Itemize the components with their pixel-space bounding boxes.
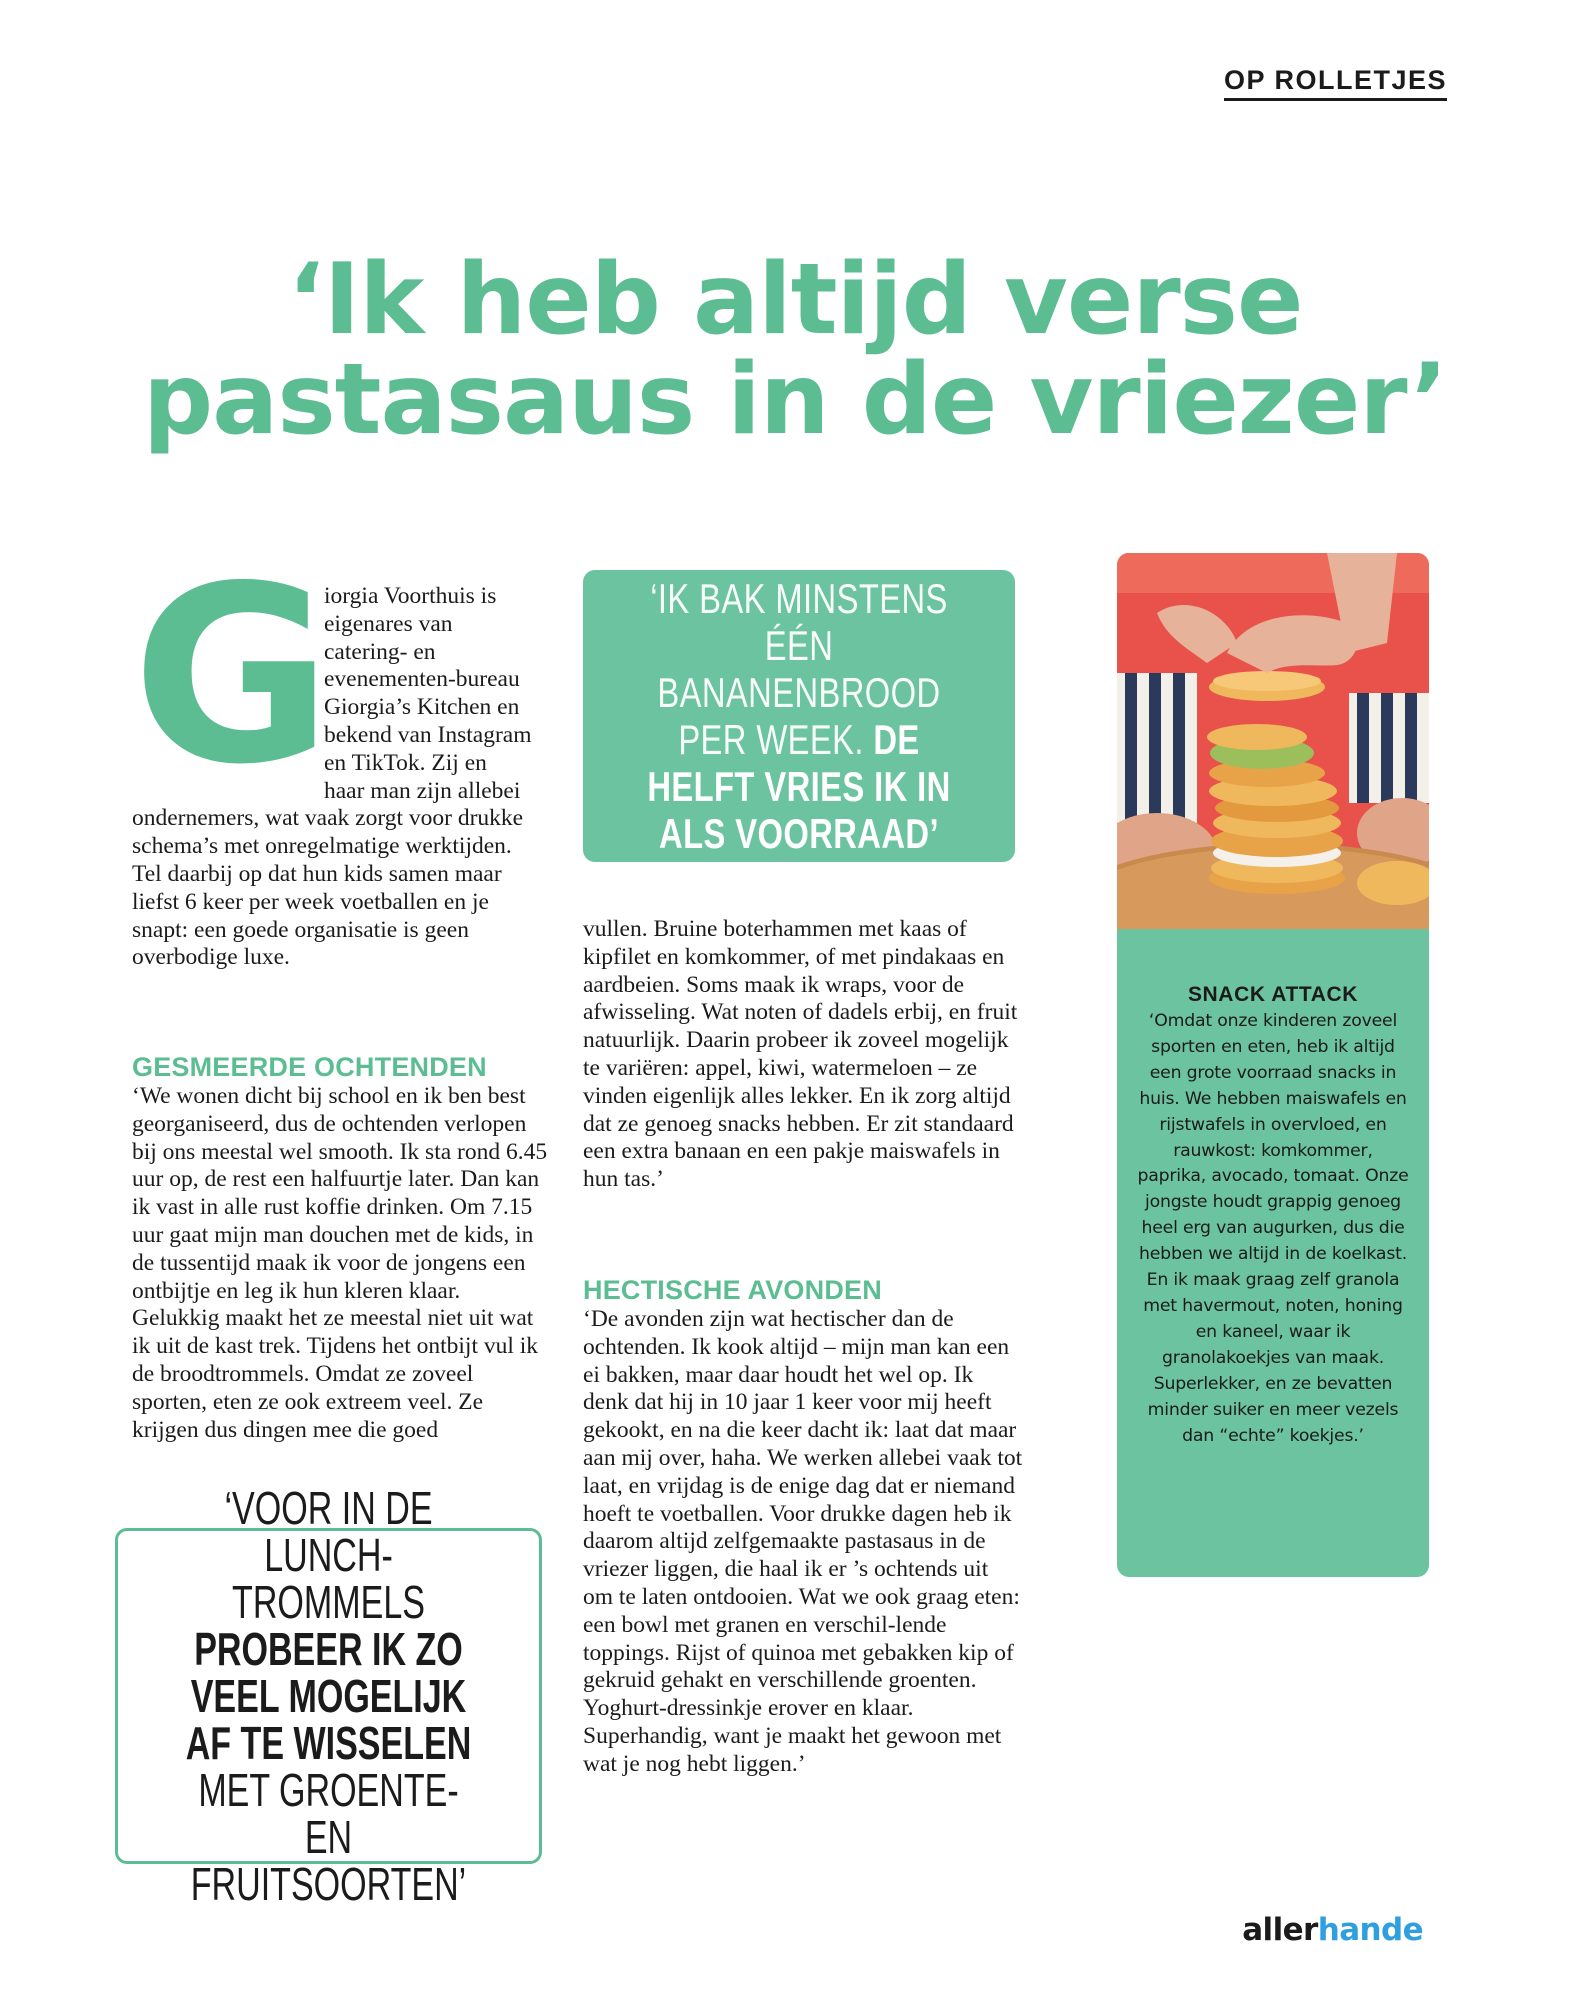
quote-light-text-1: ‘VOOR IN DE LUNCH-TROMMELS [224, 1481, 433, 1628]
section-label: OP ROLLETJES [1224, 66, 1447, 101]
quote-bold-text: PROBEER IK ZO VEEL MOGELIJK AF TE WISSELEN [185, 1622, 472, 1769]
quote-bold-text: DE HELFT VRIES IK IN ALS VOORRAAD’ [647, 716, 951, 857]
mornings-continued-text: vullen. Bruine boterhammen met kaas of kipfilet en komkommer, of met pindakaas en aardbeien. Soms maak ik wraps, voor de afwisseling. Wat noten of dadels erbij, en fruit natuurlijk. Daarin probeer ik zoveel mogelijk te variëren: appel, kiwi, watermeloen – ze vinden eigenlijk alles lekker. En ik zorg altijd dat ze genoeg snacks hebben. Er zit standaard een extra banaan en een pakje maiswafels in hun tas.’ [583, 916, 1018, 1193]
intro-block [132, 534, 532, 972]
evenings-text-block [583, 1306, 1023, 1779]
rice-cake-stack-photo [1117, 553, 1429, 929]
sidebar-title: SNACK ATTACK [1187, 983, 1359, 1006]
evenings-text: ‘De avonden zijn wat hectischer dan de ochtenden. Ik kook altijd – mijn man kan een ei bakken, maar daar houdt het wel op. Ik denk dat hij in 10 jaar 1 keer voor mij heeft gekookt, en na die keer dacht ik: laat dat maar aan mij over, haha. We werken allebei vaak tot laat, en vrijdag is de enige dag dat er niemand hoeft te voetballen. Voor drukke dagen heb ik daarom altijd zelfgemaakte pastasaus in de vriezer liggen, die haal ik er ’s ochtends uit om te laten ontdooien. Wat we ook graag eten: een bowl met granen en verschil-lende toppings. Rijst of quinoa met gebakken kip of gekruid gehakt en verschillende groenten. Yoghurt-dressinkje erover en klaar. Superhandig, want je maakt het gewoon met wat je nog hebt liggen.’ [583, 1306, 1023, 1777]
logo-part-1: aller [1242, 1912, 1318, 1948]
mornings-text-block [132, 1083, 552, 1444]
logo-part-2: hande [1317, 1912, 1423, 1948]
snack-attack-sidebar [1117, 553, 1429, 1577]
sidebar-text: ‘Omdat onze kinderen zoveel sporten en eten, heb ik altijd een grote voorraad snacks in huis. We hebben maiswafels en rijstwafels in overvloed, en rauwkost: komkommer, paprika, avocado, tomaat. Onze jongste houdt grappig genoeg heel erg van augurken, dus die hebben we altijd in de koelkast. En ik maak graag zelf granola met havermout, noten, honing en kaneel, waar ik granolakoekjes van maak. Superlekker, en ze bevatten minder suiker en meer vezels dan “echte” koekjes.’ [1137, 1011, 1409, 1446]
subheading-evenings: HECTISCHE AVONDEN [583, 1275, 882, 1305]
headline-line-2: pastasaus in de vriezer’ [143, 343, 1447, 457]
quote-light-text-2: MET GROENTE- EN FRUITSOORTEN’ [190, 1763, 467, 1910]
article-headline [100, 243, 1490, 457]
mornings-text: ‘We wonen dicht bij school en ik ben best georganiseerd, dus de ochtenden verlopen bij ons meestal wel smooth. Ik sta rond 6.45 uur op, de rest een halfuurtje later. Dan kan ik vast in alle rust koffie drinken. Om 7.15 uur gaat mijn man douchen met de kids, in de tussentijd maak ik voor de jongens een ontbijtje en leg ik hun kleren klaar. Gelukkig maakt het ze meestal niet uit wat ik uit de kast trek. Tijdens het ontbijt vul ik de broodtrommels. Omdat ze zoveel sporten, eten ze ook extreem veel. Ze krijgen dus dingen mee die goed [132, 1083, 548, 1443]
pull-quote-banana-bread [583, 570, 1015, 862]
drop-cap: G [132, 534, 333, 818]
intro-text: iorgia Voorthuis is eigenares van catering- en evenementen-bureau Giorgia’s Kitchen en bekend van Instagram en TikTok. Zij en haar man zijn allebei ondernemers, wat vaak zorgt voor drukke schema’s met onregelmatige werktijden. Tel daarbij op dat hun kids samen maar liefst 6 keer per week voetballen en je snapt: een goede organisatie is geen overbodige luxe. [132, 583, 532, 971]
pull-quote-lunchboxes [115, 1481, 542, 1910]
mornings-continued-block [583, 916, 1023, 1194]
subheading-mornings: GESMEERDE OCHTENDEN [132, 1052, 487, 1082]
headline-line-1: ‘Ik heb altijd verse [287, 243, 1303, 357]
allerhande-logo [1242, 1912, 1423, 1948]
quote-light-text: ‘IK BAK MINSTENS ÉÉN BANANENBROOD PER WEEK. [650, 575, 948, 763]
